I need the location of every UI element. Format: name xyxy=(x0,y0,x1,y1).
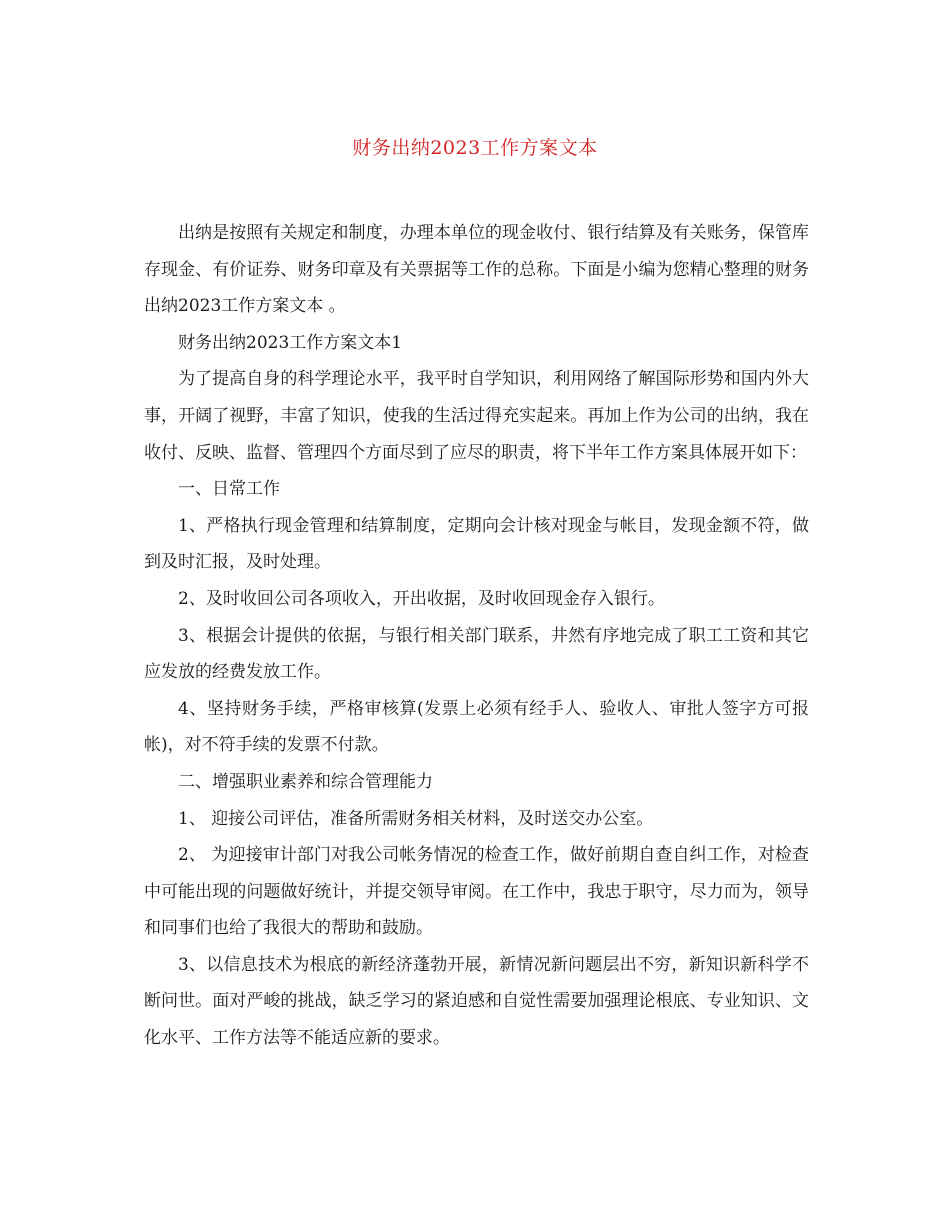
list-item: 1、 迎接公司评估，准备所需财务相关材料，及时送交办公室。 xyxy=(178,808,654,829)
list-item: 1、严格执行现金管理和结算制度，定期向会计核对现金与帐目，发现金额不符，做到及时汇报，及时处理。 xyxy=(144,515,809,573)
document-body xyxy=(144,215,809,1057)
list-item: 3、根据会计提供的依据，与银行相关部门联系，井然有序地完成了职工工资和其它应发放的经费发放工作。 xyxy=(144,625,809,683)
list-item: 4、坚持财务手续，严格审核算(发票上必须有经手人、验收人、审批人签字方可报帐)，对不符手续的发票不付款。 xyxy=(144,698,809,756)
section-heading-plan-1: 财务出纳2023工作方案文本1 xyxy=(178,332,403,353)
list-item: 2、及时收回公司各项收入，开出收据，及时收回现金存入银行。 xyxy=(178,588,665,609)
section-heading-professional: 二、增强职业素养和综合管理能力 xyxy=(178,771,433,792)
list-item: 2、 为迎接审计部门对我公司帐务情况的检查工作，做好前期自查自纠工作，对检查中可能出现的问题做好统计，并提交领导审阅。在工作中，我忠于职守，尽力而为，领导和同事们也给了我很大的帮助和鼓励。 xyxy=(144,845,809,939)
intro-paragraph: 出纳是按照有关规定和制度，办理本单位的现金收付、银行结算及有关账务，保管库存现金、有价证券、财务印章及有关票据等工作的总称。下面是小编为您精心整理的财务出纳2023工作方案文本 。 xyxy=(144,223,809,317)
body-paragraph: 为了提高自身的科学理论水平，我平时自学知识，利用网络了解国际形势和国内外大事，开阔了视野，丰富了知识，使我的生活过得充实起来。再加上作为公司的出纳，我在收付、反映、监督、管理四个方面尽到了应尽的职责，将下半年工作方案具体展开如下： xyxy=(144,369,809,463)
list-item: 3、以信息技术为根底的新经济蓬勃开展，新情况新问题层出不穷，新知识新科学不断问世。面对严峻的挑战，缺乏学习的紧迫感和自觉性需要加强理论根底、专业知识、文化水平、工作方法等不能适应新的要求。 xyxy=(144,954,809,1049)
section-heading-daily-work: 一、日常工作 xyxy=(178,479,280,500)
document-title: 财务出纳2023工作方案文本 xyxy=(352,137,598,159)
